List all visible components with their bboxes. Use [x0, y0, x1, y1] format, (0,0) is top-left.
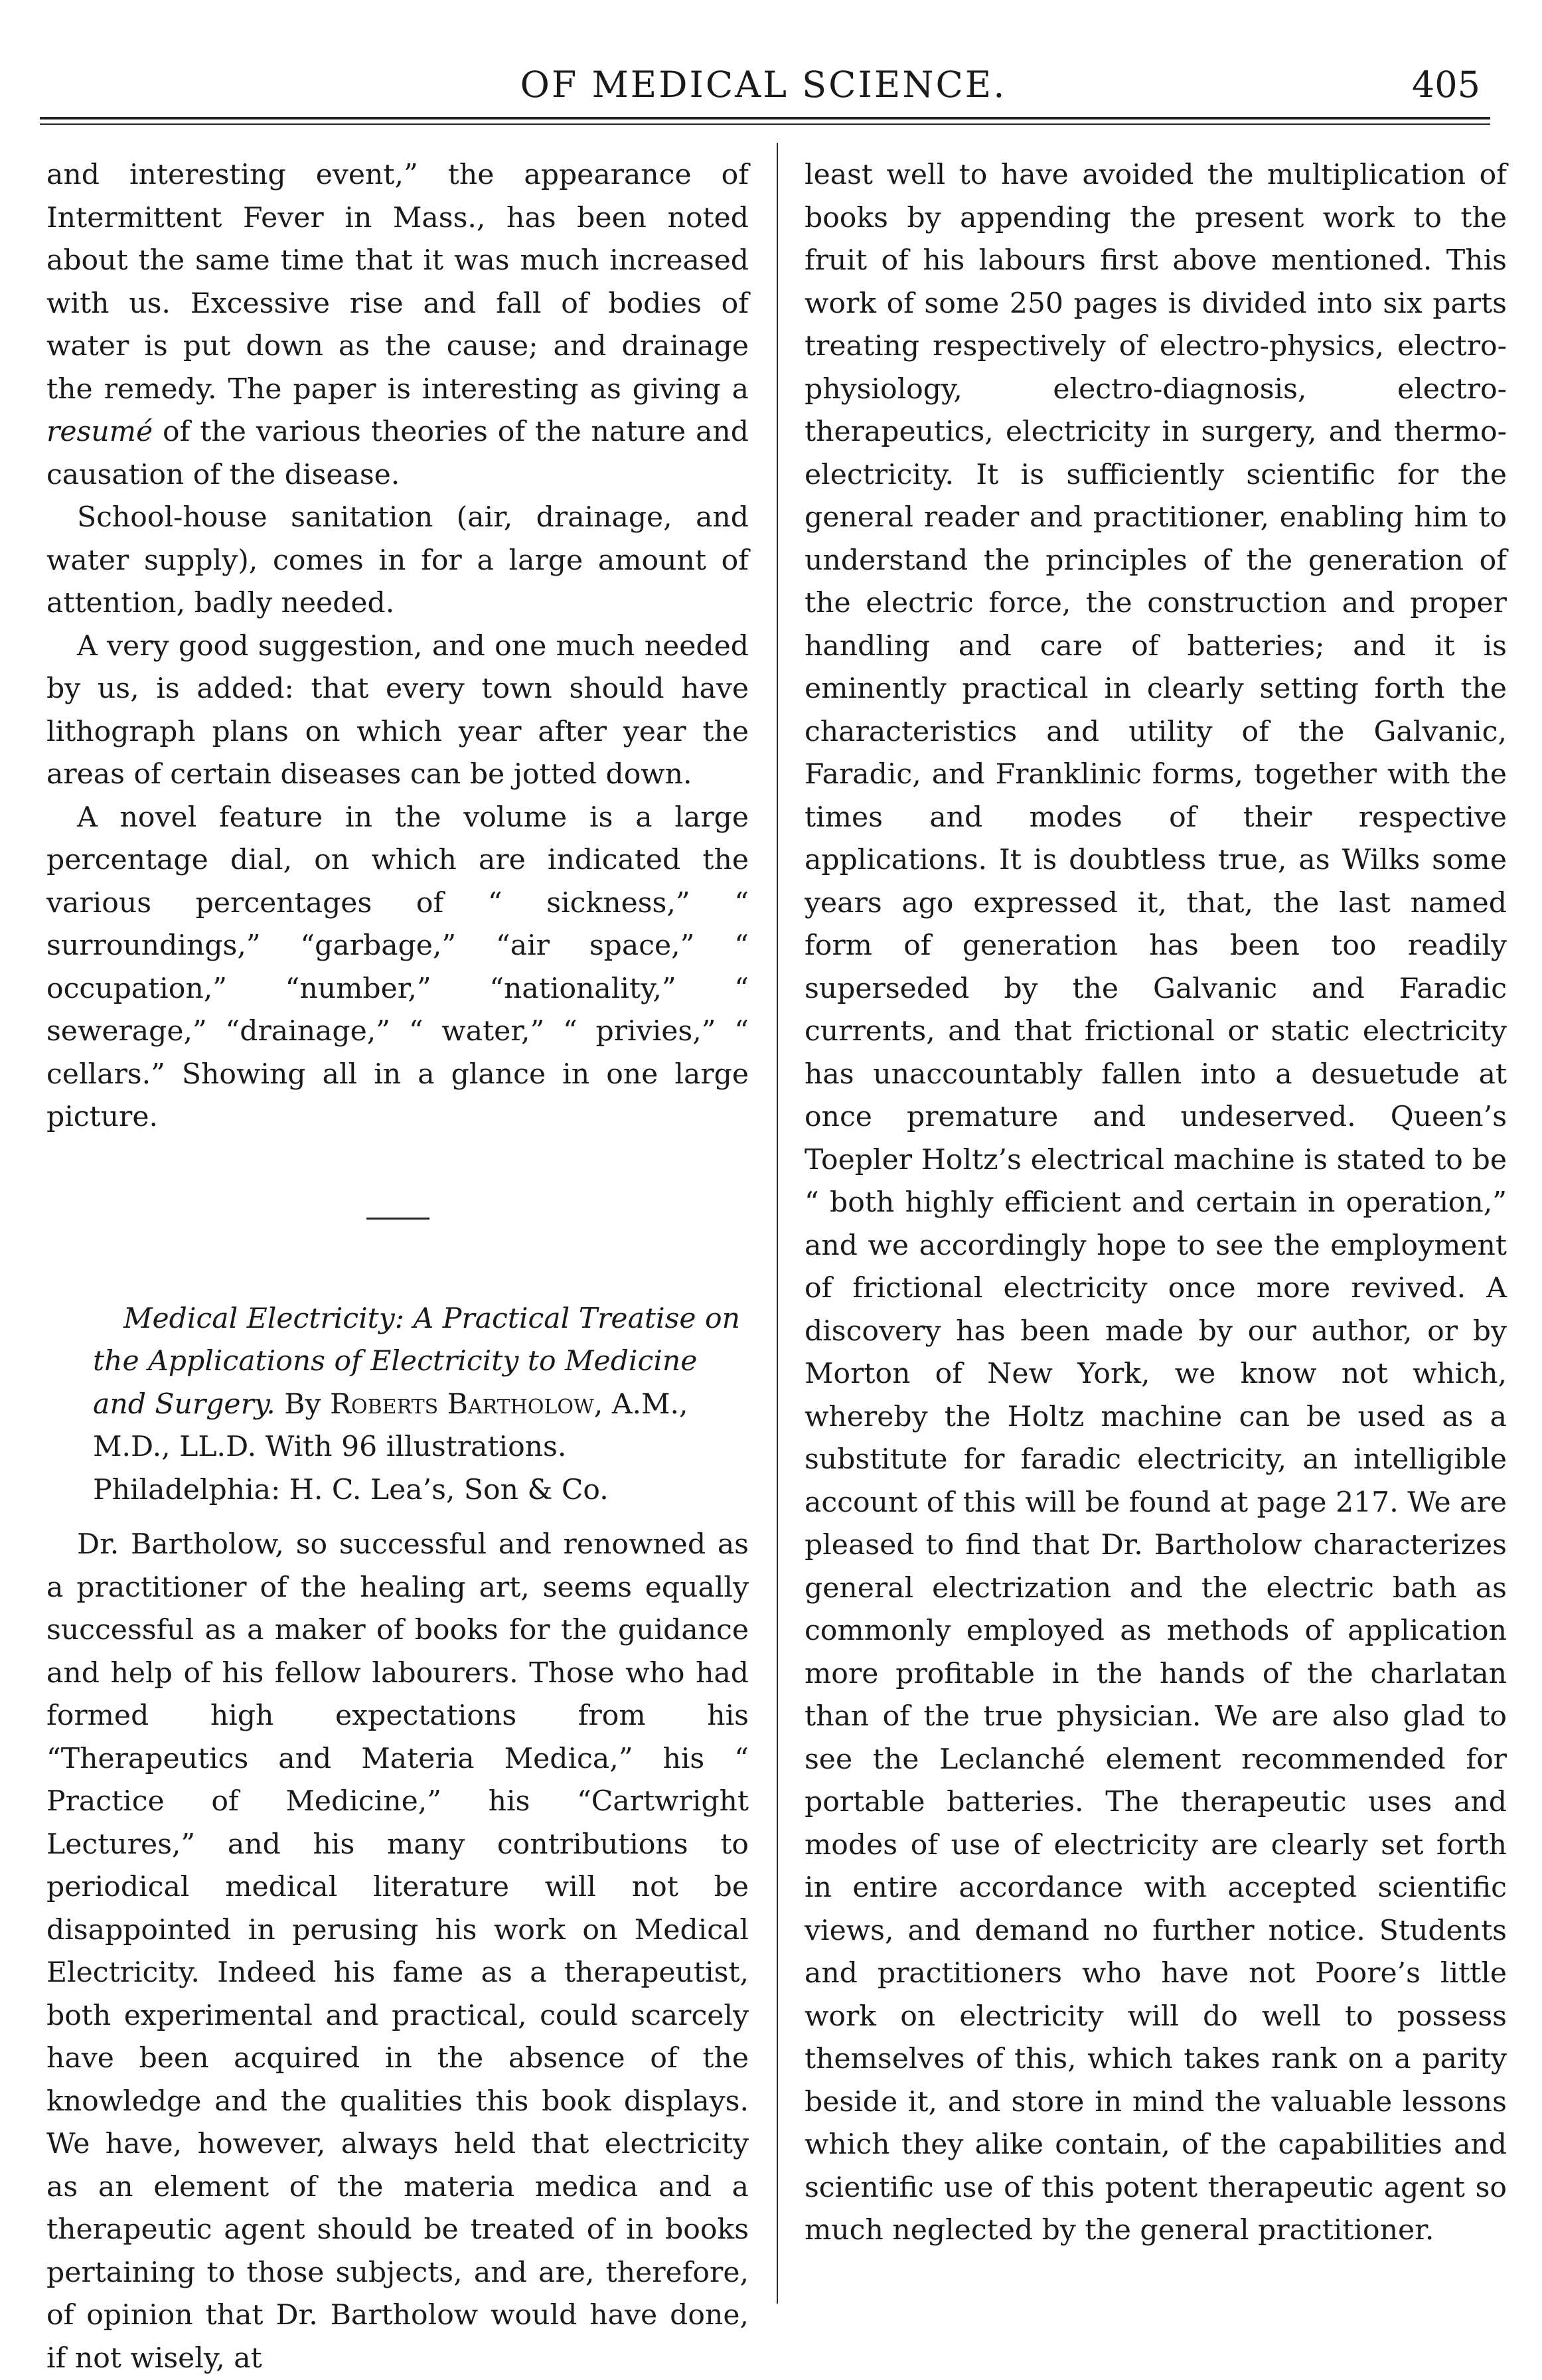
book-author: Roberts Bartholow	[330, 1388, 594, 1421]
paragraph: and interesting event,” the appearance of Intermittent Fever in Mass., has been noted about the same time that it was much increased with us. Excessive rise and fall of bodies of water is put down as the cause; and drainage the remedy. The paper is interesting as giving a resumé of the various theories of the nature and causation of the disease.	[46, 159, 749, 491]
header-rule-thin	[40, 123, 1490, 125]
paragraph: A novel feature in the volume is a large percentage dial, on which are indicated the various percentages of “ sickness,” “ surroundings,” “garbage,” “air space,” “ occupation,” “number,” “nationality,” “ sewerage,” “drainage,” “ water,” “ privies,” “ cellars.” Showing all in a glance in one large picture.	[46, 801, 749, 1133]
book-citation: Medical Electricity: A Practical Treatise on the Applications of Electricity to Medicine and Surgery. By Roberts Bartholow, A.M., M.D., LL.D. With 96 illustrations. Philadelphia: H. C. Lea’s, Son & Co.	[93, 1302, 741, 1506]
right-column	[805, 154, 1507, 2253]
resume-italic: resumé	[46, 416, 153, 448]
section-separator	[366, 1218, 429, 1220]
paragraph: School-house sanitation (air, drainage, and water supply), comes in for a large amount of attention, badly needed.	[46, 501, 749, 619]
paragraph: Dr. Bartholow, so successful and renowned as a practitioner of the healing art, seems equally successful as a maker of books for the guidance and help of his fellow labourers. Those who had formed high expectations from his “Therapeutics and Materia Medica,” his “ Practice of Medicine,” his “Cartwright Lectures,” and his many contributions to periodical medical literature will not be disappointed in perusing his work on Medical Electricity. Indeed his fame as a therapeutist, both experimental and practical, could scarcely have been acquired in the absence of the knowledge and the qualities this book displays. We have, however, always held that electricity as an element of the materia medica and a therapeutic agent should be treated of in books pertaining to those subjects, and are, therefore, of opinion that Dr. Bartholow would have done, if not wisely, at	[46, 1528, 749, 2375]
header-rule-thick	[40, 117, 1490, 119]
paragraph: least well to have avoided the multiplication of books by appending the present work to the fruit of his labours first above mentioned. This work of some 250 pages is divided into six parts treating respectively of electro-physics, electro-physiology, electro-diagnosis, electro-therapeutics, electricity in surgery, and thermo-electricity. It is sufficiently scientific for the general reader and practitioner, enabling him to understand the principles of the generation of the electric force, the construction and proper handling and care of batteries; and it is eminently practical in clearly setting forth the characteristics and utility of the Galvanic, Faradic, and Franklinic forms, together with the times and modes of their respective applications. It is doubtless true, as Wilks some years ago expressed it, that, the last named form of generation has been too readily superseded by the Galvanic and Faradic currents, and that frictional or static electricity has unaccountably fallen into a desuetude at once premature and undeserved. Queen’s Toepler Holtz’s electrical machine is stated to be “ both highly efficient and certain in operation,” and we accordingly hope to see the employment of frictional electricity once more revived. A discovery has been made by our author, or by Morton of New York, we know not which, whereby the Holtz machine can be used as a substitute for faradic electricity, an intelligible account of this will be found at page 217. We are pleased to find that Dr. Bartholow characterizes general electrization and the electric bath as commonly employed as methods of application more profitable in the hands of the charlatan than of the true physician. We are also glad to see the Leclanché element recommended for portable batteries. The therapeutic uses and modes of use of electricity are clearly set forth in entire accordance with accepted scientific views, and demand no further notice. Students and practitioners who have not Poore’s little work on electricity will do well to possess themselves of this, which takes rank on a parity beside it, and store in mind the valuable lessons which they alike contain, of the capabilities and scientific use of this potent therapeutic agent so much neglected by the general practitioner.	[805, 159, 1507, 2247]
column-divider	[777, 143, 778, 2304]
page-number: 405	[1411, 64, 1480, 106]
paragraph: A very good suggestion, and one much needed by us, is added: that every town should have lithograph plans on which year after year the areas of certain diseases can be jotted down.	[46, 629, 749, 791]
left-column	[46, 154, 749, 2380]
page-title: OF MEDICAL SCIENCE.	[520, 64, 1007, 106]
book-title: Medical Electricity: A Practical Treatise on the Applications of Electricity to Medicine and Surgery.	[93, 1302, 741, 1421]
running-header	[40, 64, 1487, 110]
